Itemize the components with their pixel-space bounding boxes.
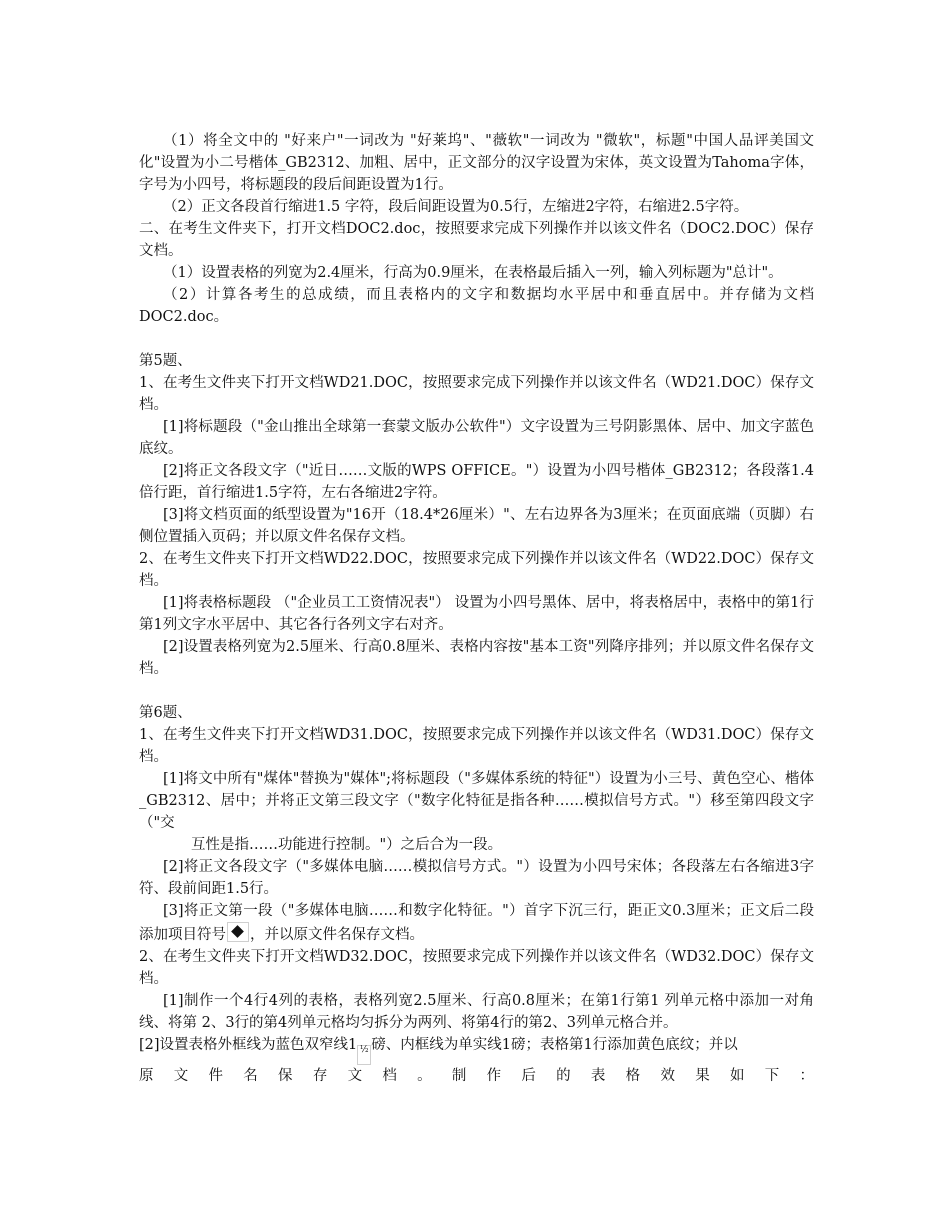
- q6-task-2-step-2: [139, 1034, 814, 1065]
- q6-task-1-step-1-continued: 互性是指……功能进行控制。"）之后合为一段。: [191, 837, 503, 853]
- spacer: [139, 680, 814, 702]
- document-page: [139, 130, 814, 1087]
- q5-task-2-step-2: [2]设置表格列宽为2.5厘米、行高0.8厘米、表格内容按"基本工资"列降序排列；并以原文件名保存文档。: [139, 639, 814, 677]
- q6-task-1-step-3-text: [3]将正文第一段（"多媒体电脑……和数字化特征。"）首字下沉三行，距正文0.3厘米；正文后二段添加项目符号: [139, 903, 814, 943]
- q5-task-2: 2、在考生文件夹下打开文档WD22.DOC，按照要求完成下列操作并以该文件名（WD22.DOC）保存文档。: [139, 551, 814, 589]
- q6-task-2-step-2-text: [2]设置表格外框线为蓝色双窄线1: [139, 1037, 358, 1053]
- q5-task-2-step-1: [1]将表格标题段 （"企业员工工资情况表"） 设置为小四号黑体、居中，将表格居中，表格中的第1行第1列文字水平居中、其它各行各列文字右对齐。: [139, 595, 814, 633]
- spacer: [139, 328, 814, 350]
- q5-task-1-step-1: [1]将标题段（"金山推出全球第一套蒙文版办公软件"）文字设置为三号阴影黑体、居中、加文字蓝色底纹。: [139, 419, 814, 457]
- paragraph-2-1: （1）设置表格的列宽为2.4厘米，行高为0.9厘米，在表格最后插入一列，输入列标题为"总计"。: [163, 265, 783, 281]
- q5-task-1: 1、在考生文件夹下打开文档WD21.DOC，按照要求完成下列操作并以该文件名（WD21.DOC）保存文档。: [139, 375, 814, 413]
- paragraph-1-1: （1）将全文中的 "好来户"一词改为 "好莱坞"、"薇软"一词改为 "微软"，标题"中国人品评美国文化"设置为小二号楷体_GB2312、加粗、居中，正文部分的汉字设置为宋体，英文设置为Tahoma字体，字号为小四号，将标题段的段后间距设置为1行。: [139, 133, 814, 193]
- q6-task-2-step-2-last-line: 原文件名保存文档。制作后的表格效果如下：: [139, 1068, 814, 1084]
- q6-task-2: 2、在考生文件夹下打开文档WD32.DOC，按照要求完成下列操作并以该文件名（WD32.DOC）保存文档。: [139, 949, 814, 987]
- diamond-shape: [231, 925, 244, 938]
- question-6-title: 第6题、: [139, 705, 192, 721]
- question-5-title: 第5题、: [139, 353, 192, 369]
- diamond-bullet-icon: [227, 922, 249, 942]
- half-fraction-symbol: ½: [357, 1045, 371, 1065]
- section-2-heading: 二、在考生文件夹下，打开文档DOC2.doc，按照要求完成下列操作并以该文件名（DOC2.DOC）保存文档。: [139, 221, 814, 259]
- paragraph-1-2: （2）正文各段首行缩进1.5 字符，段后间距设置为0.5行，左缩进2字符，右缩进2.5字符。: [163, 199, 749, 215]
- q6-task-1-step-1: [1]将文中所有"煤体"替换为"媒体";将标题段（"多媒体系统的特征"）设置为小三号、黄色空心、楷体_GB2312、居中；并将正文第三段文字（"数字化特征是指各种……模拟信号方式。"）移至第四段文字 （"交: [139, 771, 814, 831]
- q6-task-1-step-3: [139, 900, 814, 946]
- paragraph-2-2: （2）计算各考生的总成绩，而且表格内的文字和数据均水平居中和垂直居中。并存储为文档DOC2.doc。: [139, 287, 814, 325]
- q5-task-1-step-3: [3]将文档页面的纸型设置为"16开（18.4*26厘米）"、左右边界各为3厘米；在页面底端（页脚）右侧位置插入页码；并以原文件名保存文档。: [139, 507, 814, 545]
- q6-task-1-step-3-text-end: ，并以原文件名保存文档。: [250, 927, 424, 943]
- q6-task-1: 1、在考生文件夹下打开文档WD31.DOC，按照要求完成下列操作并以该文件名（WD31.DOC）保存文档。: [139, 727, 814, 765]
- q6-task-1-step-2: [2]将正文各段文字（"多媒体电脑……模拟信号方式。"）设置为小四号宋体；各段落左右各缩进3字符、段前间距1.5行。: [139, 859, 814, 897]
- q5-task-1-step-2: [2]将正文各段文字（"近日……文版的WPS OFFICE。"）设置为小四号楷体_GB2312；各段落1.4倍行距，首行缩进1.5字符，左右各缩进2字符。: [139, 463, 814, 501]
- q6-task-2-step-2-text-end: 磅、内框线为单实线1磅；表格第1行添加黄色底纹；并以: [371, 1037, 738, 1053]
- q6-task-2-step-1: [1]制作一个4行4列的表格，表格列宽2.5厘米、行高0.8厘米；在第1行第1 列单元格中添加一对角线、将第 2、3行的第4列单元格均匀拆分为两列、将第4行的第2、3列单元格合并。: [139, 993, 814, 1031]
